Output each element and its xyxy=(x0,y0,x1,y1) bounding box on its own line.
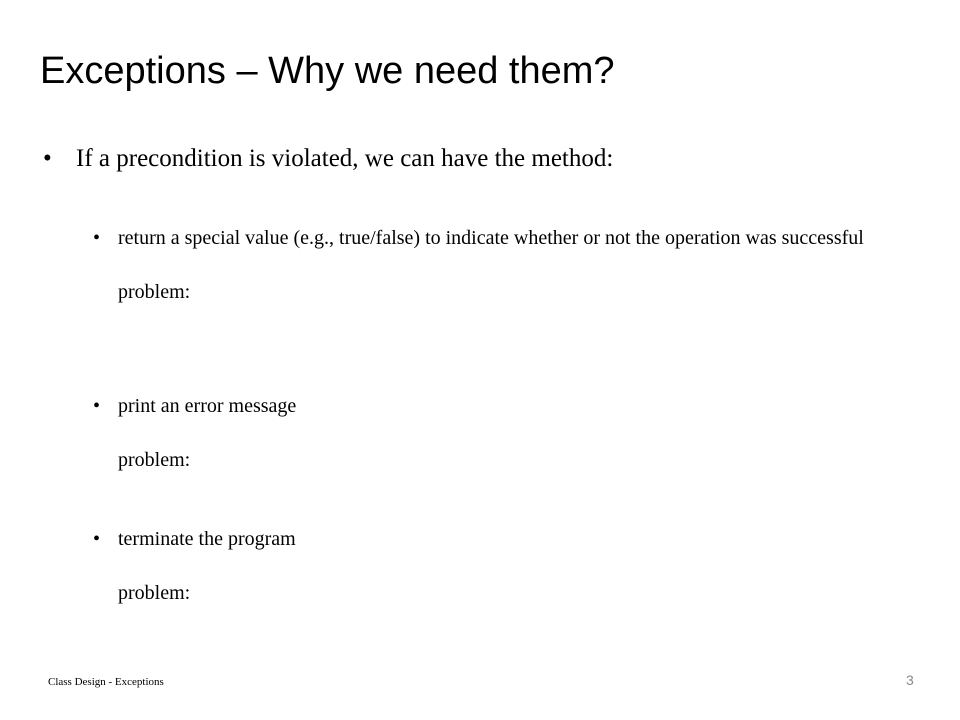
sub-bullet-terminate xyxy=(93,527,873,605)
bullet-dot: • xyxy=(93,528,101,550)
bullet-dot: • xyxy=(93,227,101,249)
sub-bullet-error-message xyxy=(93,394,873,472)
sub-bullet-text: print an error message xyxy=(118,395,297,417)
slide-title: Exceptions – Why we need them? xyxy=(40,50,615,92)
problem-label: problem: xyxy=(118,281,191,303)
problem-label: problem: xyxy=(118,449,191,471)
main-bullet xyxy=(43,145,613,173)
sub-bullet-return-value xyxy=(93,226,873,304)
problem-label: problem: xyxy=(118,582,191,604)
sub-bullet-text: return a special value (e.g., true/false) to indicate whether or not the operation was successful xyxy=(118,227,864,249)
main-bullet-text: If a precondition is violated, we can have the method: xyxy=(76,145,614,172)
sub-bullet-text: terminate the program xyxy=(118,528,296,550)
bullet-dot: • xyxy=(43,145,52,172)
slide-footer: Class Design - Exceptions xyxy=(48,676,164,688)
bullet-dot: • xyxy=(93,395,101,417)
page-number: 3 xyxy=(906,672,914,688)
